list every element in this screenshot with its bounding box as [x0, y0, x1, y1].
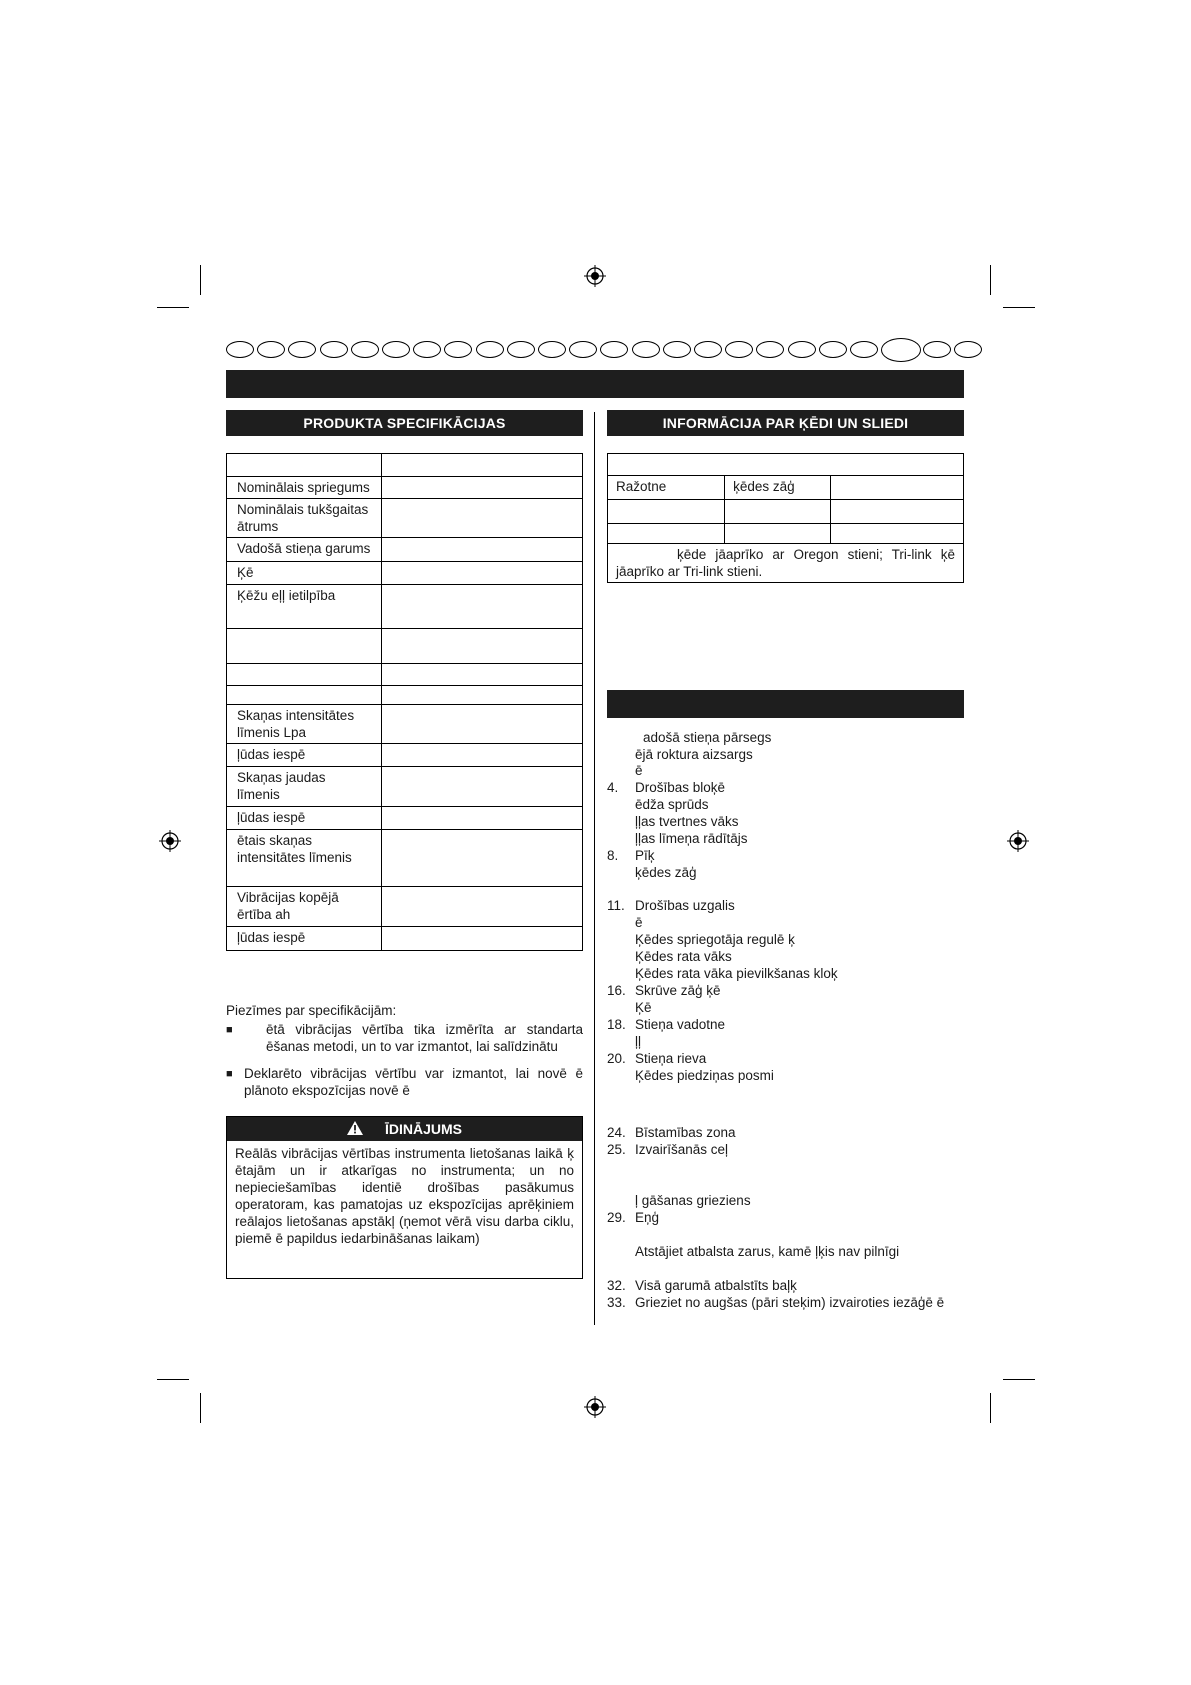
- registration-mark-icon: [584, 265, 606, 287]
- language-tab: [507, 341, 535, 358]
- parts-list-item: [607, 999, 967, 1016]
- spec-row: [227, 686, 583, 705]
- part-label: ē: [635, 763, 643, 778]
- spec-row: [227, 830, 583, 887]
- chain-cell: [608, 524, 725, 544]
- language-tab: [881, 338, 921, 362]
- language-tab: [923, 341, 951, 358]
- parts-list-item: [607, 729, 967, 746]
- spec-label: [227, 454, 382, 477]
- parts-list-item: [607, 796, 967, 813]
- registration-mark-icon: [584, 1396, 606, 1418]
- language-tab: [663, 341, 691, 358]
- part-number: [607, 948, 635, 965]
- parts-list-item: [607, 931, 967, 948]
- part-number: 11.: [607, 898, 625, 913]
- note-text: Deklarēto vibrācijas vērtību var izmantot, lai novē ē plānoto ekspozīcijas novē ē: [244, 1066, 583, 1098]
- part-label: ējā roktura aizsargs: [635, 747, 753, 762]
- chain-cell: [831, 476, 964, 500]
- page-title-bar: [226, 370, 964, 398]
- spec-value: [382, 767, 583, 807]
- part-label: Ķēdes rata vāka pievilkšanas kloķ: [635, 966, 838, 981]
- parts-list-item: [607, 1124, 967, 1141]
- spec-label: ļūdas iespē: [227, 927, 382, 951]
- spec-row: [227, 927, 583, 951]
- spec-label: [227, 664, 382, 686]
- part-number: 20.: [607, 1051, 626, 1066]
- spec-value: [382, 887, 583, 927]
- spec-row: [227, 744, 583, 767]
- spec-row: [227, 887, 583, 927]
- part-label: Drošības uzgalis: [635, 898, 735, 913]
- warning-header: [227, 1117, 582, 1141]
- bullet-square-icon: ■: [226, 1024, 233, 1036]
- crop-mark: [200, 265, 201, 295]
- notes-title: Piezīmes par specifikācijām:: [226, 1003, 397, 1018]
- part-number: [607, 864, 635, 881]
- part-label: Ķē: [635, 1000, 652, 1015]
- language-tab: [725, 341, 753, 358]
- part-number: [607, 1033, 635, 1050]
- registration-mark-icon: [159, 830, 181, 852]
- chain-cell: [831, 500, 964, 524]
- chain-cell: [831, 524, 964, 544]
- spec-value: [382, 686, 583, 705]
- part-label: Ķēdes piedziņas posmi: [635, 1068, 774, 1083]
- spec-row: [227, 454, 583, 477]
- spec-label: ētais skaņas intensitātes līmenis: [227, 830, 382, 887]
- crop-mark: [200, 1393, 201, 1423]
- parts-list-item: [607, 1294, 967, 1311]
- parts-list-item: [607, 847, 967, 864]
- part-label: ļļas līmeņa rādītājs: [635, 831, 748, 846]
- warning-triangle-icon: [347, 1121, 363, 1135]
- note-item: [226, 1065, 583, 1099]
- parts-list-item: [607, 1067, 967, 1084]
- language-tab: [694, 341, 722, 358]
- language-tab: [850, 341, 878, 358]
- part-number: 16.: [607, 983, 626, 998]
- spec-label: [227, 686, 382, 705]
- chain-cell: [725, 500, 831, 524]
- spec-row: [227, 499, 583, 538]
- specification-notes: [226, 1002, 583, 1099]
- part-label: Drošības bloķē: [635, 780, 726, 795]
- chain-info-table: [607, 453, 964, 583]
- note-text: ētā vibrācijas vērtība tika izmērīta ar standarta ēšanas metodi, un to var izmantot, lai salīdzinātu: [266, 1022, 583, 1054]
- spec-label: Ķēžu eļļ ietilpība: [227, 585, 382, 629]
- spec-label: Vibrācijas kopējā ērtība ah: [227, 887, 382, 927]
- parts-list-item: [607, 762, 967, 779]
- spec-value: [382, 927, 583, 951]
- spec-label: Ķē: [227, 562, 382, 585]
- spec-row: [227, 477, 583, 499]
- language-tab: [226, 341, 254, 358]
- chain-note: ķēde jāaprīko ar Oregon stieni; Tri-link ķē jāaprīko ar Tri-link stieni.: [616, 547, 955, 579]
- chain-row: [608, 524, 964, 544]
- spec-value: [382, 807, 583, 830]
- language-tab: [538, 341, 566, 358]
- language-tab: [756, 341, 784, 358]
- part-number: [607, 1243, 635, 1260]
- parts-list-item: [607, 1016, 967, 1033]
- part-label: Bīstamības zona: [635, 1125, 736, 1140]
- chain-note-cell: [608, 544, 964, 583]
- language-tab: [444, 341, 472, 358]
- language-tabs: [226, 339, 964, 361]
- language-tab: [320, 341, 348, 358]
- part-number: [607, 1067, 635, 1084]
- note-item: [226, 1021, 583, 1055]
- spec-row: [227, 767, 583, 807]
- parts-list-item: [607, 1033, 967, 1050]
- parts-list-item: [607, 1277, 967, 1294]
- part-number: [607, 813, 635, 830]
- part-number: 29.: [607, 1210, 626, 1225]
- part-number: 32.: [607, 1278, 626, 1293]
- spec-value: [382, 499, 583, 538]
- chain-info-header: INFORMĀCIJA PAR ĶĒDI UN SLIEDI: [607, 410, 964, 436]
- part-number: [607, 762, 635, 779]
- language-tab: [413, 341, 441, 358]
- parts-list-item: [607, 897, 967, 914]
- parts-list-item: [607, 1209, 967, 1226]
- part-label: Grieziet no augšas (pāri steķim) izvairoties iezāģē ē: [635, 1295, 945, 1310]
- part-number: [607, 999, 635, 1016]
- part-label: Eņģ: [635, 1210, 660, 1225]
- language-tab: [476, 341, 504, 358]
- crop-mark: [157, 1379, 189, 1380]
- bullet-square-icon: ■: [226, 1068, 233, 1080]
- language-tab: [257, 341, 285, 358]
- part-number: [607, 931, 635, 948]
- specifications-table: [226, 453, 583, 951]
- parts-list-item: [607, 1192, 967, 1209]
- chain-row: [608, 476, 964, 500]
- spec-label: [227, 629, 382, 664]
- spec-label: ļūdas iespē: [227, 744, 382, 767]
- part-number: [607, 914, 635, 931]
- crop-mark: [990, 265, 991, 295]
- part-label: ļļas tvertnes vāks: [635, 814, 739, 829]
- spec-row: [227, 664, 583, 686]
- spec-label: Vadošā stieņa garums: [227, 538, 382, 562]
- parts-list-item: [607, 1050, 967, 1067]
- language-tab: [819, 341, 847, 358]
- part-label: ķēdes zāģ: [635, 865, 697, 880]
- part-number: [607, 830, 635, 847]
- parts-list-item: [607, 746, 967, 763]
- spec-row: [227, 538, 583, 562]
- crop-mark: [157, 307, 189, 308]
- spec-value: [382, 477, 583, 499]
- part-number: 18.: [607, 1017, 626, 1032]
- language-tab: [351, 341, 379, 358]
- part-label: Ķēdes rata vāks: [635, 949, 732, 964]
- crop-mark: [1003, 1379, 1035, 1380]
- spec-value: [382, 705, 583, 744]
- spec-value: [382, 744, 583, 767]
- language-tab: [954, 341, 982, 358]
- part-number: 4.: [607, 780, 619, 795]
- language-tab: [788, 341, 816, 358]
- column-divider: [594, 412, 595, 1325]
- spec-value: [382, 629, 583, 664]
- part-number: 25.: [607, 1142, 626, 1157]
- chain-cell: ķēdes zāģ: [725, 476, 831, 500]
- part-number: [607, 1192, 635, 1209]
- part-label: ļ gāšanas grieziens: [635, 1193, 751, 1208]
- crop-mark: [1003, 307, 1035, 308]
- part-number: 33.: [607, 1295, 626, 1310]
- part-label: ē: [635, 915, 643, 930]
- chain-cell: [608, 500, 725, 524]
- spec-value: [382, 830, 583, 887]
- spec-value: [382, 454, 583, 477]
- parts-list-item: [607, 914, 967, 931]
- warning-box: [226, 1116, 583, 1279]
- part-number: [607, 746, 635, 763]
- part-label: Stieņa rieva: [635, 1051, 707, 1066]
- spec-label: Nominālais tukšgaitas ātrums: [227, 499, 382, 538]
- specifications-header: PRODUKTA SPECIFIKĀCIJAS: [226, 410, 583, 436]
- crop-mark: [990, 1393, 991, 1423]
- part-label: Atstājiet atbalsta zarus, kamē ļķis nav pilnīgi: [635, 1244, 900, 1259]
- part-label: adošā stieņa pārsegs: [643, 730, 772, 745]
- chain-cell: [725, 524, 831, 544]
- warning-title: ĪDINĀJUMS: [384, 1121, 462, 1137]
- parts-list-item: [607, 864, 967, 881]
- spec-value: [382, 562, 583, 585]
- chain-table-title-cell: [608, 454, 964, 476]
- spec-label: ļūdas iespē: [227, 807, 382, 830]
- parts-list-item: [607, 1243, 967, 1260]
- parts-list-item: [607, 779, 967, 796]
- part-label: Stieņa vadotne: [635, 1017, 726, 1032]
- part-label: Pīķ: [635, 848, 655, 863]
- part-label: ēdža sprūds: [635, 797, 709, 812]
- language-tab: [632, 341, 660, 358]
- parts-list-item: [607, 1141, 967, 1158]
- part-number: 8.: [607, 848, 619, 863]
- spec-label: Nominālais spriegums: [227, 477, 382, 499]
- part-label: Ķēdes spriegotāja regulē ķ: [635, 932, 795, 947]
- spec-row: [227, 585, 583, 629]
- parts-list-item: [607, 982, 967, 999]
- spec-value: [382, 664, 583, 686]
- parts-list-item: [607, 830, 967, 847]
- registration-mark-icon: [1007, 830, 1029, 852]
- warning-text: Reālās vibrācijas vērtības instrumenta lietošanas laikā ķ ētajām un ir atkarīgas no instrumenta; un no nepieciešamības identiē drošības pasākumus operatoram, kas pamatojas uz ekspozīcijas aprēķiniem reālajos lietošanas apstākļ (ņemot vērā visu darba ciklu, piemē ē papildus iedarbināšanas laikam): [235, 1146, 574, 1246]
- language-tab: [600, 341, 628, 358]
- spec-row: [227, 705, 583, 744]
- parts-list-item: [607, 948, 967, 965]
- language-tab: [382, 341, 410, 358]
- spec-row: [227, 629, 583, 664]
- part-number: [607, 796, 635, 813]
- spec-label: Skaņas intensitātes līmenis Lpa: [227, 705, 382, 744]
- spec-value: [382, 585, 583, 629]
- part-label: Visā garumā atbalstīts baļķ: [635, 1278, 797, 1293]
- chain-row: [608, 500, 964, 524]
- part-label: Skrūve zāģ ķē: [635, 983, 721, 998]
- language-tab: [569, 341, 597, 358]
- part-number: [607, 965, 635, 982]
- part-number: [607, 729, 635, 746]
- spec-value: [382, 538, 583, 562]
- spec-row: [227, 562, 583, 585]
- language-tab: [288, 341, 316, 358]
- part-number: 24.: [607, 1125, 626, 1140]
- part-label: Izvairīšanās ceļ: [635, 1142, 729, 1157]
- part-label: ļļ: [635, 1034, 641, 1049]
- parts-list-item: [607, 965, 967, 982]
- chain-cell: Ražotne: [608, 476, 725, 500]
- spec-row: [227, 807, 583, 830]
- spec-label: Skaņas jaudas līmenis: [227, 767, 382, 807]
- parts-list-header: [607, 690, 964, 718]
- parts-list-item: [607, 813, 967, 830]
